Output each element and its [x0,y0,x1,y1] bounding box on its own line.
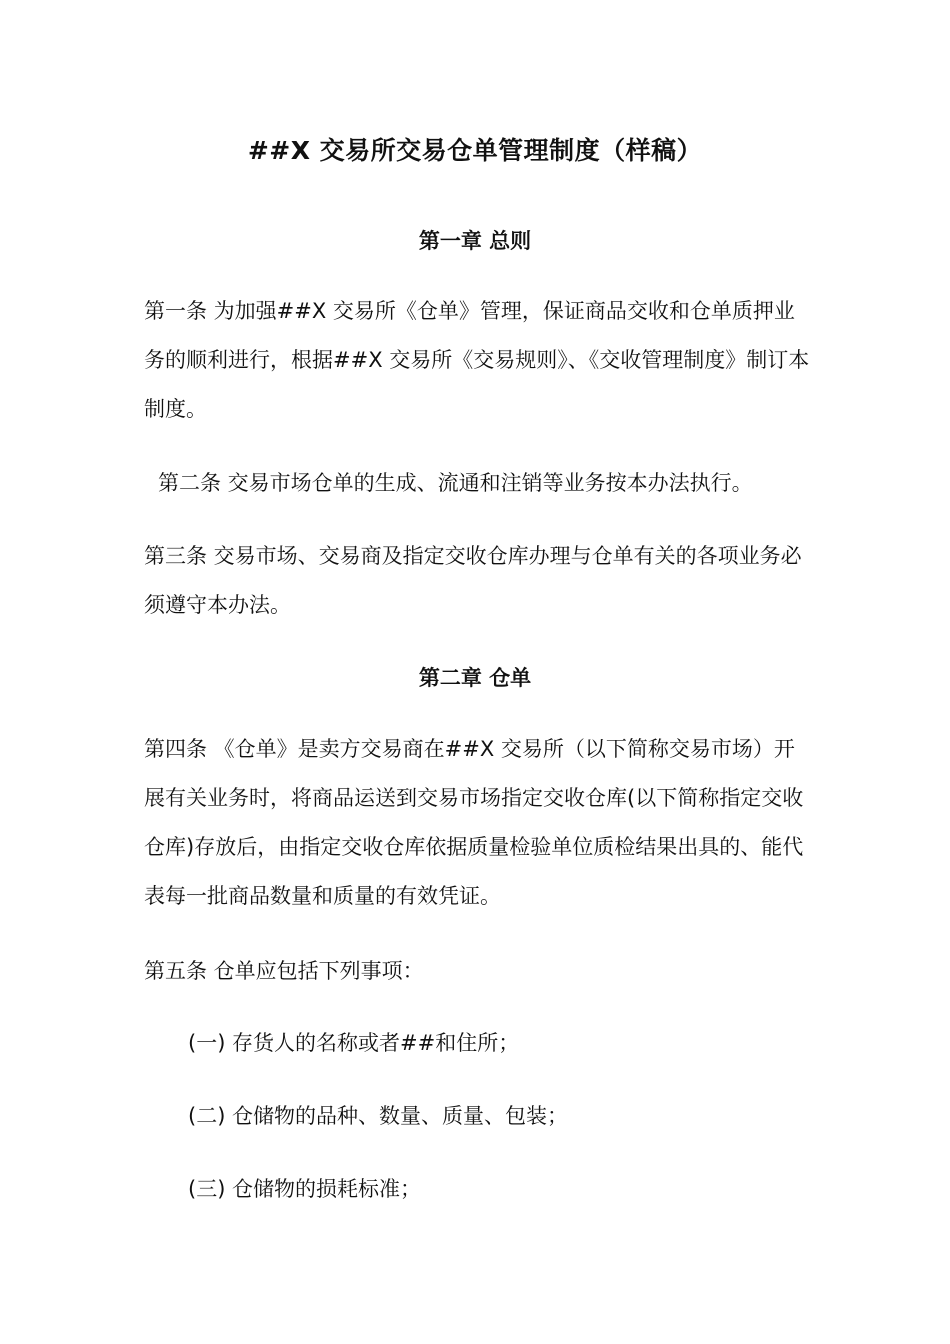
article-4: 第四条 《仓单》是卖方交易商在##X 交易所（以下简称交易市场）开展有关业务时，将商品运送到交易市场指定交收仓库(以下简称指定交收仓库)存放后，由指定交收仓库依据质量检验单位质检结果出具的、能代表每一批商品数量和质量的有效凭证。 [144,737,804,908]
article-1: 第一条 为加强##X 交易所《仓单》管理，保证商品交收和仓单质押业务的顺利进行，根据##X 交易所《交易规则》、《交收管理制度》制订本制度。 [144,299,810,421]
list-item-3: (三) 仓储物的损耗标准； [188,1177,422,1201]
chapter-2-heading: 第二章 仓单 [418,666,532,690]
article-3: 第三条 交易市场、交易商及指定交收仓库办理与仓单有关的各项业务必须遵守本办法。 [144,544,802,617]
chapter-1-heading: 第一章 总则 [418,229,532,253]
article-2: 第二条 交易市场仓单的生成、流通和注销等业务按本办法执行。 [158,471,753,495]
article-5: 第五条 仓单应包括下列事项： [144,959,424,983]
list-item-2: (二) 仓储物的品种、数量、质量、包装； [188,1104,569,1128]
document-title: ##X 交易所交易仓单管理制度（样稿） [247,136,703,165]
list-item-1: (一) 存货人的名称或者##和住所； [188,1031,520,1055]
